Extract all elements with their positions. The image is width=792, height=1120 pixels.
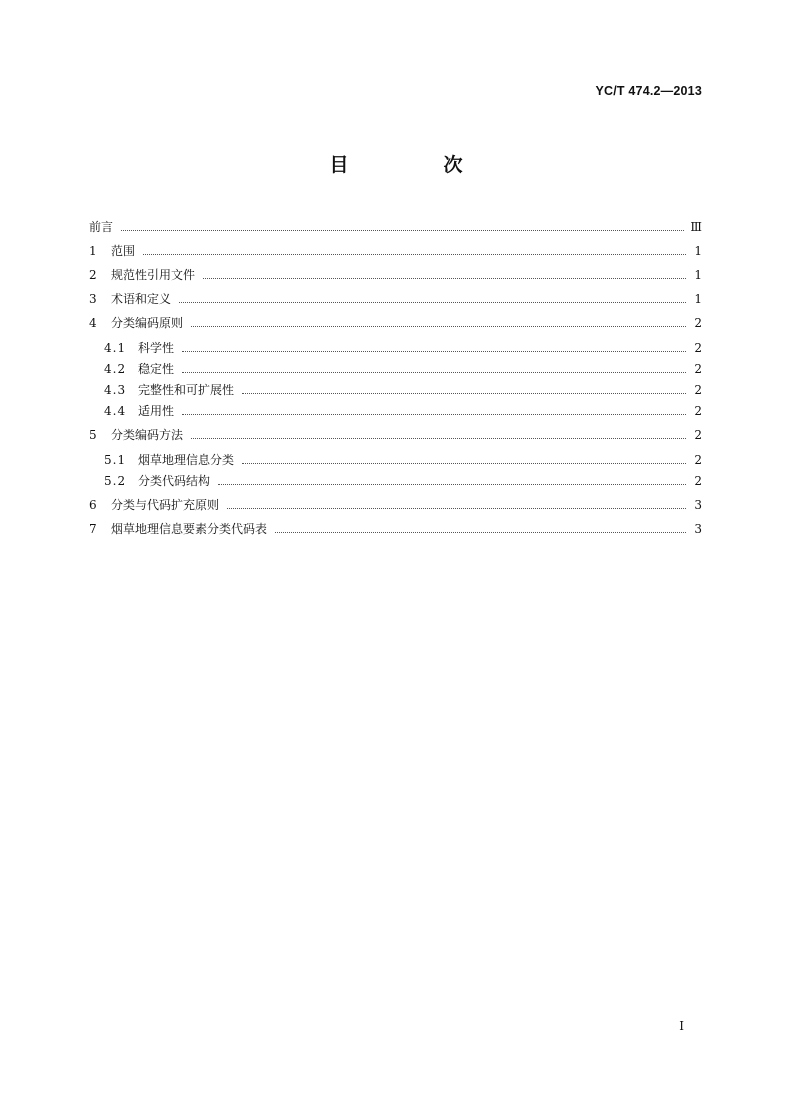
toc-entry-title: 术语和定义 [111, 292, 172, 306]
toc-entry-number: 5.2 [104, 474, 127, 488]
toc-entry-coding-principles[interactable] [89, 314, 702, 332]
toc-entry-completeness-extensibility[interactable] [104, 381, 702, 399]
toc-entry-page: 2 [694, 383, 702, 397]
toc-entry-number: 5.1 [104, 453, 127, 467]
toc-entry-title: 分类与代码扩充原则 [111, 498, 220, 512]
toc-dot-leader [191, 325, 686, 327]
toc-entry-title: 分类编码方法 [111, 428, 184, 442]
toc-entry-title: 前言 [89, 220, 114, 234]
toc-dot-leader [179, 301, 686, 303]
toc-entry-page: 1 [694, 244, 702, 258]
toc-entry-expansion-principles[interactable] [89, 496, 702, 514]
standard-code: YC/T 474.2—2013 [595, 84, 702, 98]
toc-dot-leader [275, 531, 686, 533]
toc-entry-code-structure[interactable] [104, 472, 702, 490]
toc-dot-leader [191, 437, 686, 439]
toc-entry-title: 适用性 [138, 404, 175, 418]
toc-entry-title: 烟草地理信息分类 [138, 453, 235, 467]
toc-title: 目 次 [329, 154, 501, 176]
toc-entry-page: 2 [694, 428, 702, 442]
toc-entry-applicability[interactable] [104, 402, 702, 420]
toc-entry-page: 1 [694, 268, 702, 282]
toc-dot-leader [227, 507, 686, 509]
toc-entry-number: 7 [89, 522, 97, 536]
toc-entry-code-table[interactable] [89, 520, 702, 538]
toc-entry-foreword[interactable] [89, 218, 702, 236]
toc-entry-coding-methods[interactable] [89, 426, 702, 444]
toc-entry-title: 科学性 [138, 341, 175, 355]
toc-entry-number: 5 [89, 428, 97, 442]
toc-entry-title: 范围 [111, 244, 136, 258]
toc-entry-number: 4 [89, 316, 97, 330]
toc-dot-leader [182, 413, 686, 415]
toc-entry-page: 2 [694, 453, 702, 467]
toc-entry-page: 1 [694, 292, 702, 306]
toc-entry-geo-info-classification[interactable] [104, 451, 702, 469]
toc-entry-title: 烟草地理信息要素分类代码表 [111, 522, 268, 536]
toc-dot-leader [242, 392, 686, 394]
toc-entry-number: 1 [89, 244, 97, 258]
toc-dot-leader [242, 462, 686, 464]
toc-entry-title: 稳定性 [138, 362, 175, 376]
toc-entry-page: 2 [694, 362, 702, 376]
toc-entry-scientific[interactable] [104, 339, 702, 357]
toc-entry-normative-references[interactable] [89, 266, 702, 284]
toc-dot-leader [143, 253, 686, 255]
toc-entry-title: 规范性引用文件 [111, 268, 196, 282]
toc-entry-title: 完整性和可扩展性 [138, 383, 235, 397]
toc-entry-title: 分类编码原则 [111, 316, 184, 330]
page-folio: I [679, 1019, 684, 1033]
toc-dot-leader [203, 277, 686, 279]
toc-entry-stability[interactable] [104, 360, 702, 378]
toc-entry-page: Ⅲ [690, 220, 702, 234]
toc-entry-number: 4.2 [104, 362, 127, 376]
toc-entry-page: 2 [694, 404, 702, 418]
toc-entry-number: 4.3 [104, 383, 127, 397]
toc-entry-terms-definitions[interactable] [89, 290, 702, 308]
toc-entry-number: 6 [89, 498, 97, 512]
toc-entry-number: 4.4 [104, 404, 127, 418]
toc-entry-number: 4.1 [104, 341, 127, 355]
toc-entry-page: 2 [694, 316, 702, 330]
toc-entry-page: 2 [694, 341, 702, 355]
toc-entry-page: 3 [694, 522, 702, 536]
toc-entry-page: 3 [694, 498, 702, 512]
toc-dot-leader [121, 229, 684, 231]
toc-dot-leader [182, 350, 686, 352]
toc-dot-leader [182, 371, 686, 373]
toc-entry-number: 2 [89, 268, 97, 282]
toc-entry-number: 3 [89, 292, 97, 306]
toc-entry-title: 分类代码结构 [138, 474, 211, 488]
toc-entry-page: 2 [694, 474, 702, 488]
toc-dot-leader [218, 483, 686, 485]
toc-entry-scope[interactable] [89, 242, 702, 260]
